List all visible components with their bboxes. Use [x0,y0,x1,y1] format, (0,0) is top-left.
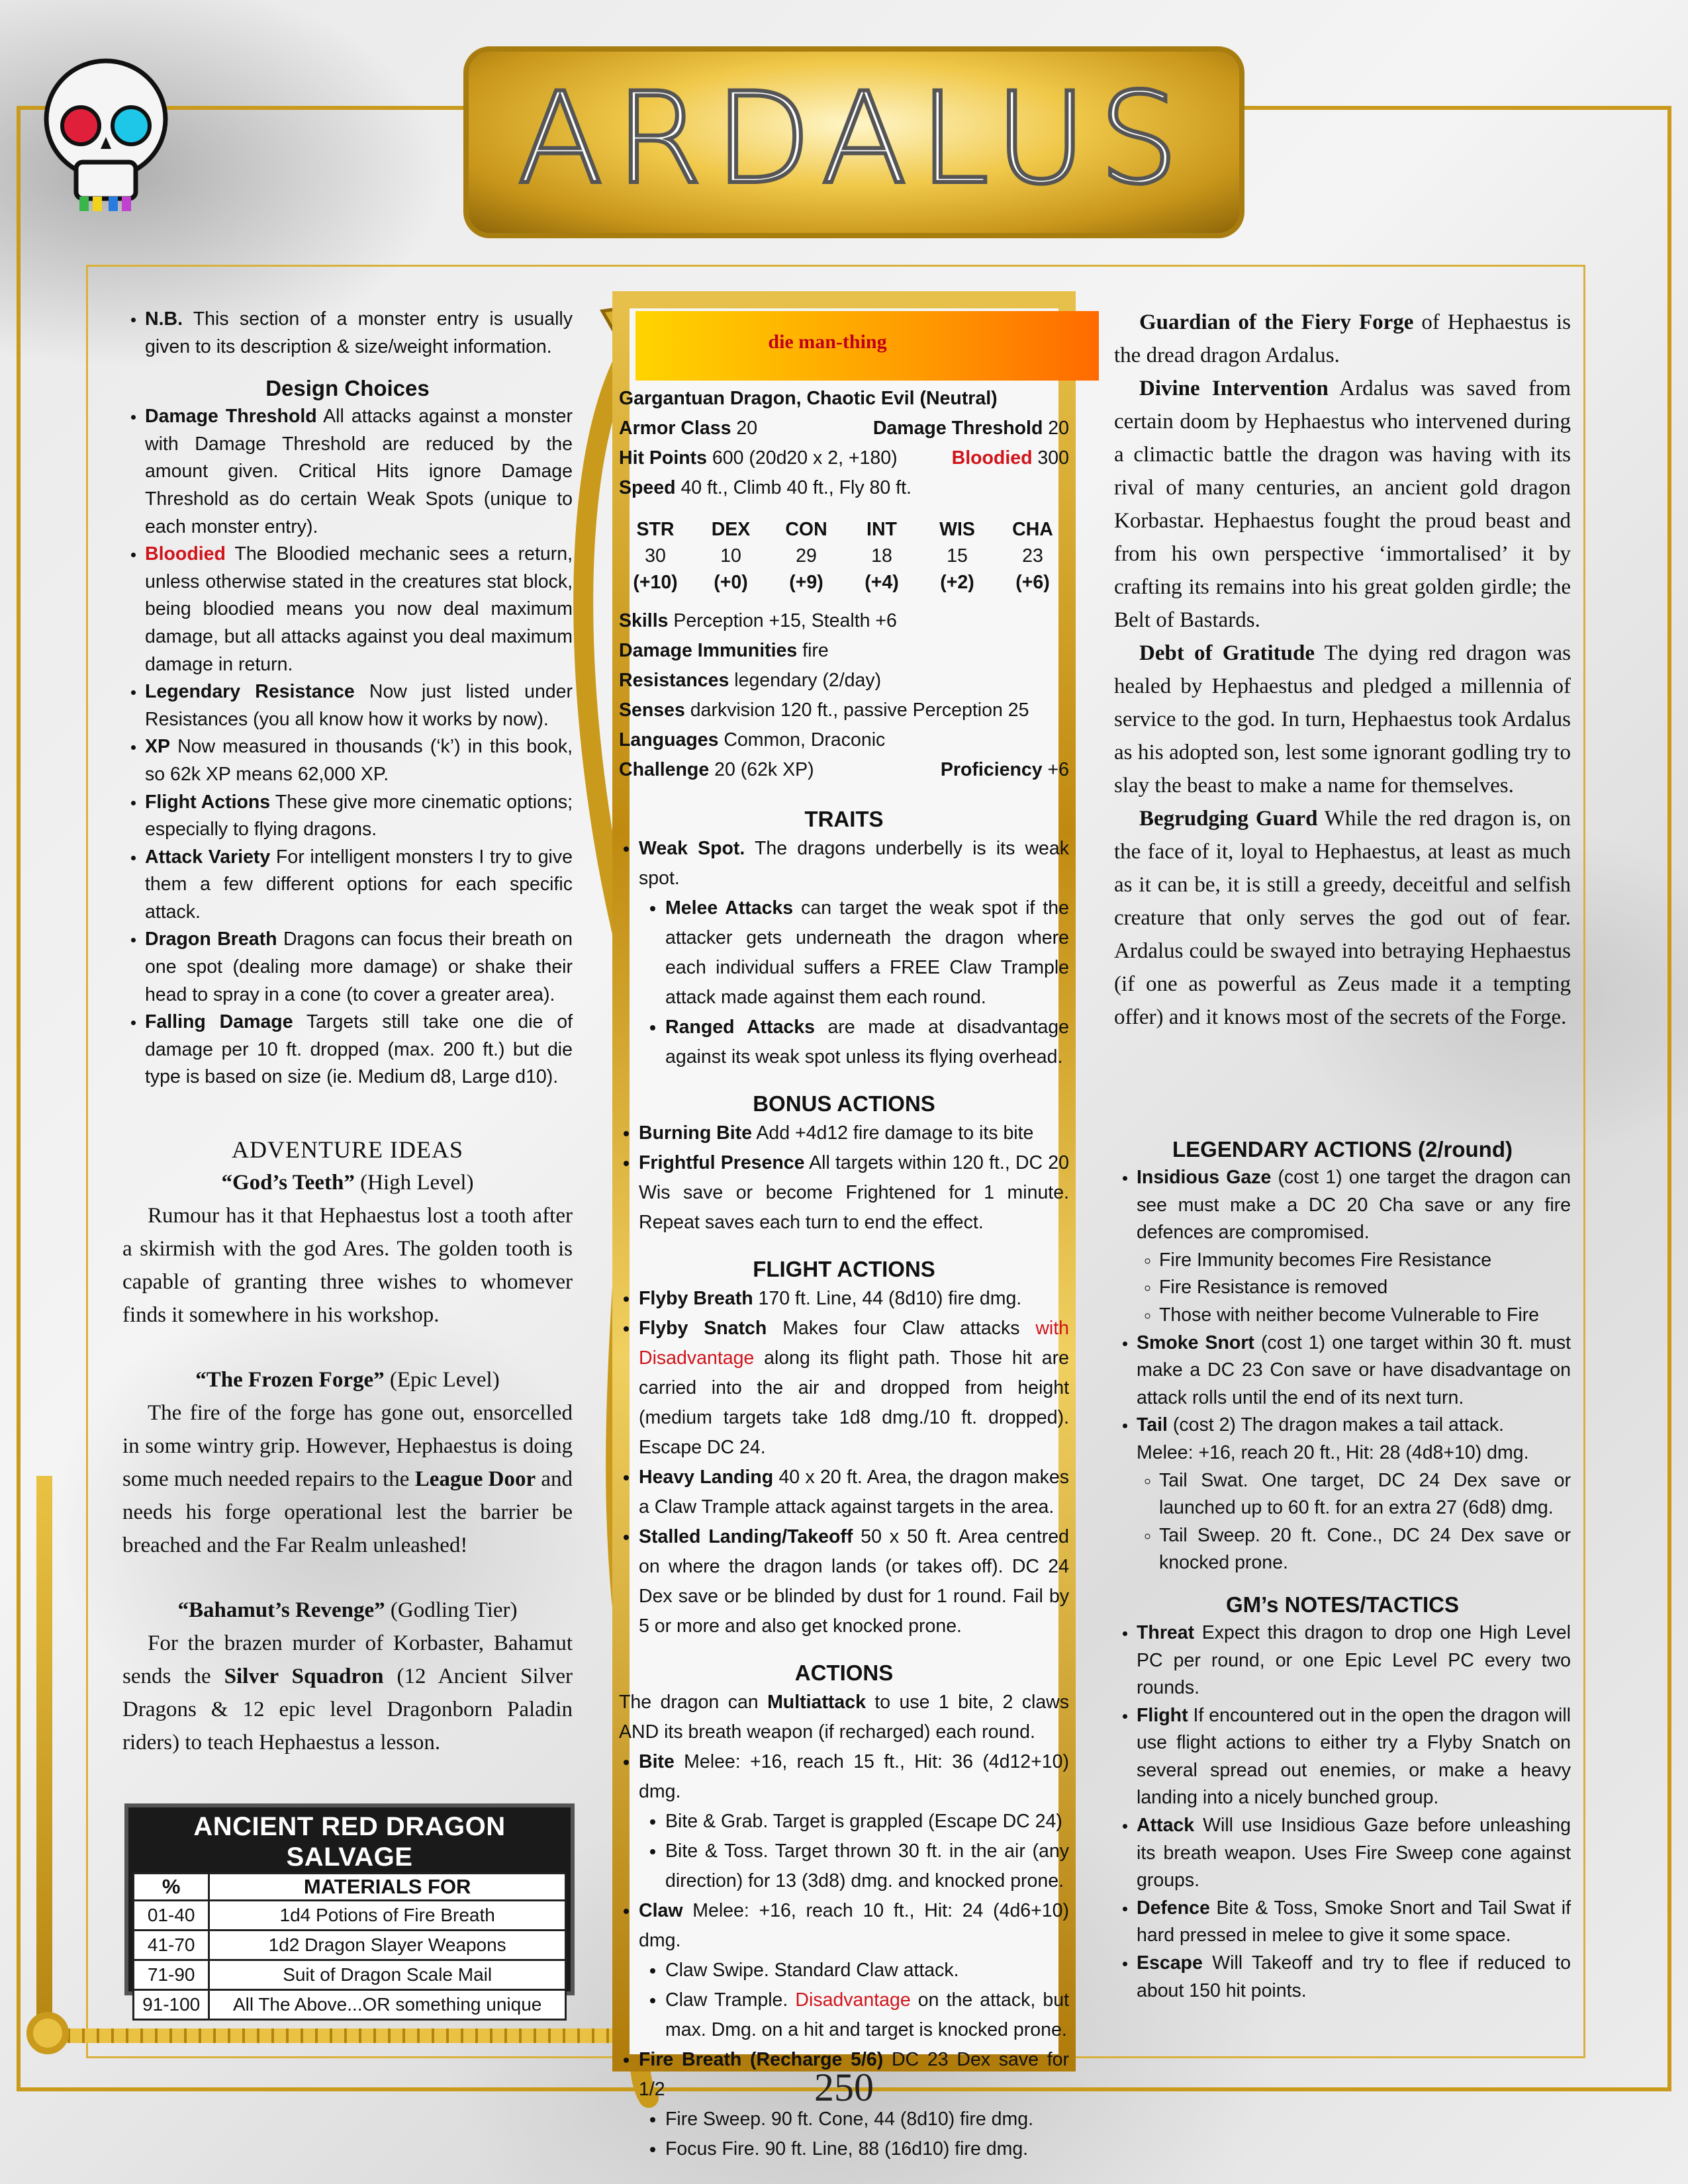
salvage-table [124,1803,575,2015]
lore-text: Guardian of the Fiery Forge of Hephaestus is the dread dragon Ardalus. Divine Intervention Ardalus was saved from certain doom by Hephaestus who intervened during a climactic battle the dragon was having with its rival of many centuries, an ancient gold dragon Korbastar. Hephaestus fought the proud beast and from his own perspective ‘immortalised’ it by crafting its remains into his great golden girdle; the Belt of Bastards. Debt of Gratitude The dying red dragon was healed by Hephaestus and pledged a millennia of service to the god. In turn, Hephaestus took Ardalus as his adopted son, lest some ignorant godling try to slay the beast to make a name for themselves. Begrudging Guard While the red dragon is, on the face of it, loyal to Hephaestus, at least as much as it can be, it is still a greedy, deceitful and selfish creature that only serves the god out of fear. Ardalus could be swayed into betraying Hephaestus (if one as powerful as Zeus made it a tempting offer) and it knows most of the secrets of the Forge. [1114,310,1571,1029]
page-title: ARDALUS [517,66,1191,212]
banner-text: die man-thing [768,331,887,353]
list-item: • Legendary Resistance Now just listed under Resistances (you all know how it works by now). [145,678,573,733]
salvage-title: ANCIENT RED DRAGON SALVAGE [132,1811,567,1872]
actions-heading: ACTIONS [794,1661,894,1685]
idea-text: The fire of the forge has gone out, ensorcelled in some wintry grip. However, Hephaestus is doing some much needed repairs to the League Door and needs his forge operational lest the barrier be breached and the Far Realm unleashed! [122,1401,573,1557]
idea-title: “Bahamut’s Revenge” (Godling Tier) [177,1598,518,1622]
creature-type: Gargantuan Dragon, Chaotic Evil (Neutral) [619,388,998,409]
bottom-ring [26,2012,69,2054]
idea-text: Rumour has it that Hephaestus lost a tooth after a skirmish with the god Ares. The golden tooth is capable of granting three wishes to whomever finds it somewhere in his workshop. [122,1204,573,1327]
skull-icon [40,56,172,215]
list-item: • Flight Actions These give more cinematic options; especially to flying dragons. [145,789,573,844]
table-row: 41-70 1d2 Dragon Slayer Weapons [134,1931,566,1960]
idea-title: “The Frozen Forge” (Epic Level) [195,1368,500,1392]
gm-notes-heading: GM’s NOTES/TACTICS [1225,1592,1459,1617]
table-header: MATERIALS FOR [209,1874,566,1901]
left-ruler [36,1476,52,2045]
list-item: • Bloodied The Bloodied mechanic sees a return, unless otherwise stated in the creatures stat block, being bloodied means you now deal maximum damage, but all attacks against you deal maximum damage in return. [145,541,573,678]
legendary-heading: LEGENDARY ACTIONS (2/round) [1172,1137,1513,1161]
design-heading: Design Choices [265,376,430,401]
idea-title: “God’s Teeth” (High Level) [221,1171,474,1195]
list-item: • Dragon Breath Dragons can focus their breath on one spot (dealing more damage) or shake their head to spray in a cone (to cover a greater area). [145,926,573,1009]
page-number: 250 [814,2066,874,2109]
table-row: 01-40 1d4 Potions of Fire Breath [134,1901,566,1931]
table-header: % [134,1874,209,1901]
legendary-and-notes: LEGENDARY ACTIONS (2/round) • Insidious Gaze (cost 1) one target the dragon can see must make a DC 20 Cha save or any fire defences are compromised. ◦ Fire Immunity becomes Fire Resistance ◦ Fire Resistance is removed ◦ Those with neither become Vulnerable to Fire • Smoke Snort (cost 1) one target within 30 ft. must make a DC 23 Con save or have disadvantage on attack rolls until the end of its next turn. • Tail (cost 2) The dragon makes a tail attack. Melee: +16, reach 20 ft., Hit: 28 (4d8+10) dmg. ◦ Tail Swat. One target, DC 24 Dex save or launched up to 60 ft. for an extra 27 (6d8) dmg. ◦ Tail Sweep. 20 ft. Cone., DC 24 Dex save or knocked prone. GM’s NOTES/TACTICS • Threat Expect this dragon to drop one High Level PC per round, or one Epic Level PC every two rounds. • Flight If encountered out in the open the dragon will use flight actions to either try a Flyby Snatch on several spread out enemies, or make a heavy landing into a nicely bunched group. • Attack Will use Insidious Gaze before unleashing its breath weapon. Uses Fire Sweep cone against groups. • Defence Bite & Toss, Smoke Snort and Tail Swat if hard pressed in melee to give it some space. • Escape Will Takeoff and try to flee if reduced to about 150 hit points. [1114,1135,1571,1982]
table-row: 91-100 All The Above...OR something unique [134,1990,566,2020]
adventure-ideas [122,1133,573,1768]
list-item: • Damage Threshold All attacks against a monster with Damage Threshold are reduced by the amount given. Critical Hits ignore Damage Threshold as do certain Weak Spots (unique to each monster entry). [145,403,573,541]
bonus-actions-heading: BONUS ACTIONS [753,1091,935,1116]
nb-note: • N.B. This section of a monster entry is usually given to its description & size/weight information. [145,306,573,361]
adventure-heading: ADVENTURE IDEAS [232,1136,463,1163]
list-item: • Falling Damage Targets still take one die of damage per 10 ft. dropped (max. 200 ft.) but die type is based on size (ie. Medium d8, Large d10). [145,1009,573,1091]
idea-text: For the brazen murder of Korbaster, Bahamut sends the Silver Squadron (12 Ancient Silver Dragons & 12 epic level Dragonborn Paladin riders) to teach Hephaestus a lesson. [122,1631,573,1754]
design-list [122,403,573,1091]
flight-actions-heading: FLIGHT ACTIONS [753,1257,935,1281]
list-item: • Attack Variety For intelligent monsters I try to give them a few different options for each specific attack. [145,844,573,927]
list-item: • XP Now measured in thousands (‘k’) in this book, so 62k XP means 62,000 XP. [145,733,573,788]
left-column [122,306,573,1088]
traits-heading: TRAITS [804,807,884,831]
ability-scores: STR 30 (+10) DEX 10 (+0) CON 29 (+9) INT 18 (+4) WIS 15 (+2) CHA 23 (+6) [633,519,1053,593]
table-row: 71-90 Suit of Dragon Scale Mail [134,1960,566,1990]
stat-block: Gargantuan Dragon, Chaotic Evil (Neutral) Armor Class 20 Damage Threshold 20 Hit Points 600 (20d20 x 2, +180) Bloodied 300 Speed 40 ft., Climb 40 ft., Fly 80 ft. STR 30 (+10) DEX 10 (+0) CON 29 (+9) INT 18 (+4) WIS 15 (+2) CHA 23 (+6) Skills Perception +15, Stealth +6 Damage Immunities fire Resistances legendary (2/day) Senses darkvision 120 ft., passive Perception 25 Languages Common, Draconic Challenge 20 (62k XP) Proficiency +6 TRAITS • Weak Spot. The dragons underbelly is its weak spot. • Melee Attacks can target the weak spot if the attacker gets underneath the dragon where each individual suffers a FREE Claw Trample attack made against them each round. • Ranged Attacks are made at disadvantage against its weak spot unless its flying overhead. BONUS ACTIONS • Burning Bite Add +4d12 fire damage to its bite • Frightful Presence All targets within 120 ft., DC 20 Wis save or become Frightened for 1 minute. Repeat saves each turn to end the effect. FLIGHT ACTIONS • Flyby Breath 170 ft. Line, 44 (8d10) fire dmg. • Flyby Snatch Makes four Claw attacks with Disadvantage along its flight path. Those hit are carried into the air and dropped from height (medium targets take 1d8 dmg./10 ft. dropped). Escape DC 24. • Heavy Landing 40 x 20 ft. Area, the dragon makes a Claw Trample attack against targets in the area. • Stalled Landing/Takeoff 50 x 50 ft. Area centred on where the dragon lands (or takes off). DC 24 Dex save or be blinded by dust for 1 round. Fail by 5 or more and also get knocked prone. ACTIONS The dragon can Multiattack to use 1 bite, 2 claws AND its breath weapon (if recharged) each round. • Bite Melee: +16, reach 15 ft., Hit: 36 (4d12+10) dmg. • Bite & Grab. Target is grappled (Escape DC 24) • Bite & Toss. Target thrown 30 ft. in the air (any direction) for 13 (3d8) dmg. and knocked prone. • Claw Melee: +16, reach 10 ft., Hit: 24 (4d6+10) dmg. • Claw Swipe. Standard Claw attack. • Claw Trample. Disadvantage on the attack, but max. Dmg. on a hit and target is knocked prone. • Fire Breath (Recharge 5/6) DC 23 Dex save for 1/2 • Fire Sweep. 90 ft. Cone, 44 (8d10) fire dmg. • Focus Fire. 90 ft. Line, 88 (16d10) fire dmg. [619,384,1069,2038]
